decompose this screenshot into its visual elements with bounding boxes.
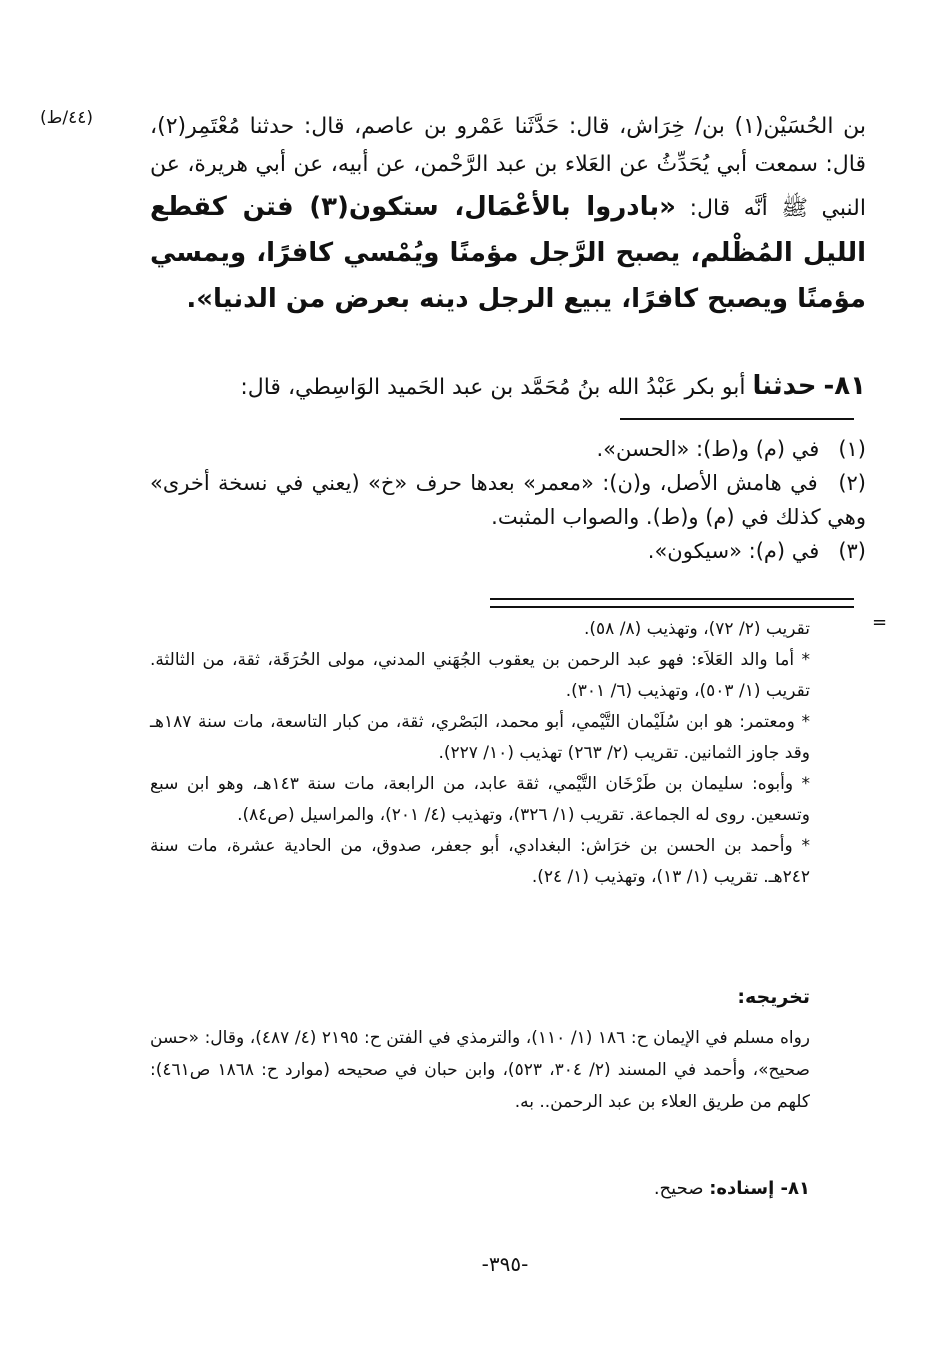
footnote-text: في (م) و(ط): «الحسن».	[596, 437, 820, 461]
commentary-paragraph: * وأبوه: سليمان بن طَرْخَان التَّيْمي، ثقة عابد، من الرابعة، مات سنة ١٤٣هـ، وهو ابن سبع وتسعين. روى له الجماعة. تقريب (١/ ٣٢٦)، وتهذيب (٤/ ٢٠١)، والمراسيل (ص٨٤).	[150, 774, 810, 825]
footnote-text: في (م): «سيكون».	[647, 539, 820, 563]
commentary-block	[150, 614, 810, 893]
manuscript-margin-reference: (٤٤/ط)	[40, 108, 93, 128]
footnote-text: في هامش الأصل، و(ن): «معمر» بعدها حرف «خ» (يعني في نسخة أخرى» وهي كذلك في (م) و(ط). والصواب المثبت.	[150, 471, 866, 529]
footnote-number: (١)	[838, 437, 866, 461]
footnote-separator	[620, 418, 854, 420]
footnotes-block	[150, 432, 866, 568]
hadith-81-narrator-text: أبو بكر عَبْدُ الله بنُ مُحَمَّد بن عبد الحَميد الوَاسِطي، قال:	[240, 375, 746, 400]
isnad-label: ٨١- إسناده:	[709, 1178, 810, 1199]
isnad-value: صحيح.	[653, 1178, 704, 1199]
haddathana-word: حدثنا	[752, 371, 817, 401]
commentary-paragraph: * وأحمد بن الحسن بن خرَاش: البغدادي، أبو جعفر، صدوق، من الحادية عشرة، مات سنة ٢٤٢هـ. تقريب (١/ ١٣)، وتهذيب (١/ ٢٤).	[150, 836, 810, 887]
commentary-paragraph: * ومعتمر: هو ابن سُلَيْمان التَّيْمي، أبو محمد، البَصْري، ثقة، من كبار التاسعة، مات سنة ١٨٧هـ وقد جاوز الثمانين. تقريب (٢/ ٢٦٣) تهذيب (١٠/ ٢٢٧).	[150, 712, 810, 763]
isnad-grading	[150, 1178, 810, 1199]
commentary-paragraph: * أما والد العَلاَء: فهو عبد الرحمن بن يعقوب الجُهَني المدني، مولى الحُرَقَة، ثقة، من الثالثة. تقريب (١/ ٥٠٣)، وتهذيب (٦/ ٣٠١).	[150, 650, 810, 701]
footnote-3	[150, 534, 866, 568]
commentary-double-separator	[490, 598, 854, 608]
commentary-paragraph: تقريب (٢/ ٧٢)، وتهذيب (٨/ ٥٨).	[584, 619, 810, 639]
continuation-mark: =	[872, 612, 888, 633]
footnote-1	[150, 432, 866, 466]
main-text-block	[150, 108, 866, 322]
hadith-81-opening	[150, 368, 866, 406]
takhrij-text: رواه مسلم في الإيمان ح: ١٨٦ (١/ ١١٠)، والترمذي في الفتن ح: ٢١٩٥ (٤/ ٤٨٧)، وقال: «حسن صحيح»، وأحمد في المسند (٢/ ٣٠٤، ٥٢٣)، وابن حبان في صحيحه (موارد ح: ١٨٦٨ ص٤٦١): كلهم من طريق العلاء بن عبد الرحمن.. به.	[150, 1028, 811, 1112]
takhrij-heading: تخريجه:	[737, 986, 810, 1008]
footnote-number: (٢)	[838, 471, 866, 495]
footnote-number: (٣)	[838, 539, 866, 563]
page-number: -٣٩٥-	[481, 1252, 529, 1276]
footnote-2	[150, 466, 866, 534]
hadith-text: «بادروا بالأعْمَال، ستكون(٣) فتن كقطع الليل المُظْلم، يصبح الرَّجل مؤمنًا ويُمْسي كافرًا، ويمسي مؤمنًا ويصبح كافرًا، يبيع الرجل دينه بعرض من الدنيا».	[150, 192, 866, 314]
hadith-number: ٨١-	[823, 371, 866, 401]
isnad-chain-text: بن الحُسَيْن(١) بن/ خِرَاش، قال: حَدَّثَنا عَمْرو بن عاصم، قال: حدثنا مُعْتَمِر(٢)، قال: سمعت أبي يُحَدِّثُ عن العَلاء بن عبد الرَّحْمن، عن أبيه، عن أبي هريرة، عن النبي ﷺ أنَّه قال:	[150, 114, 866, 221]
